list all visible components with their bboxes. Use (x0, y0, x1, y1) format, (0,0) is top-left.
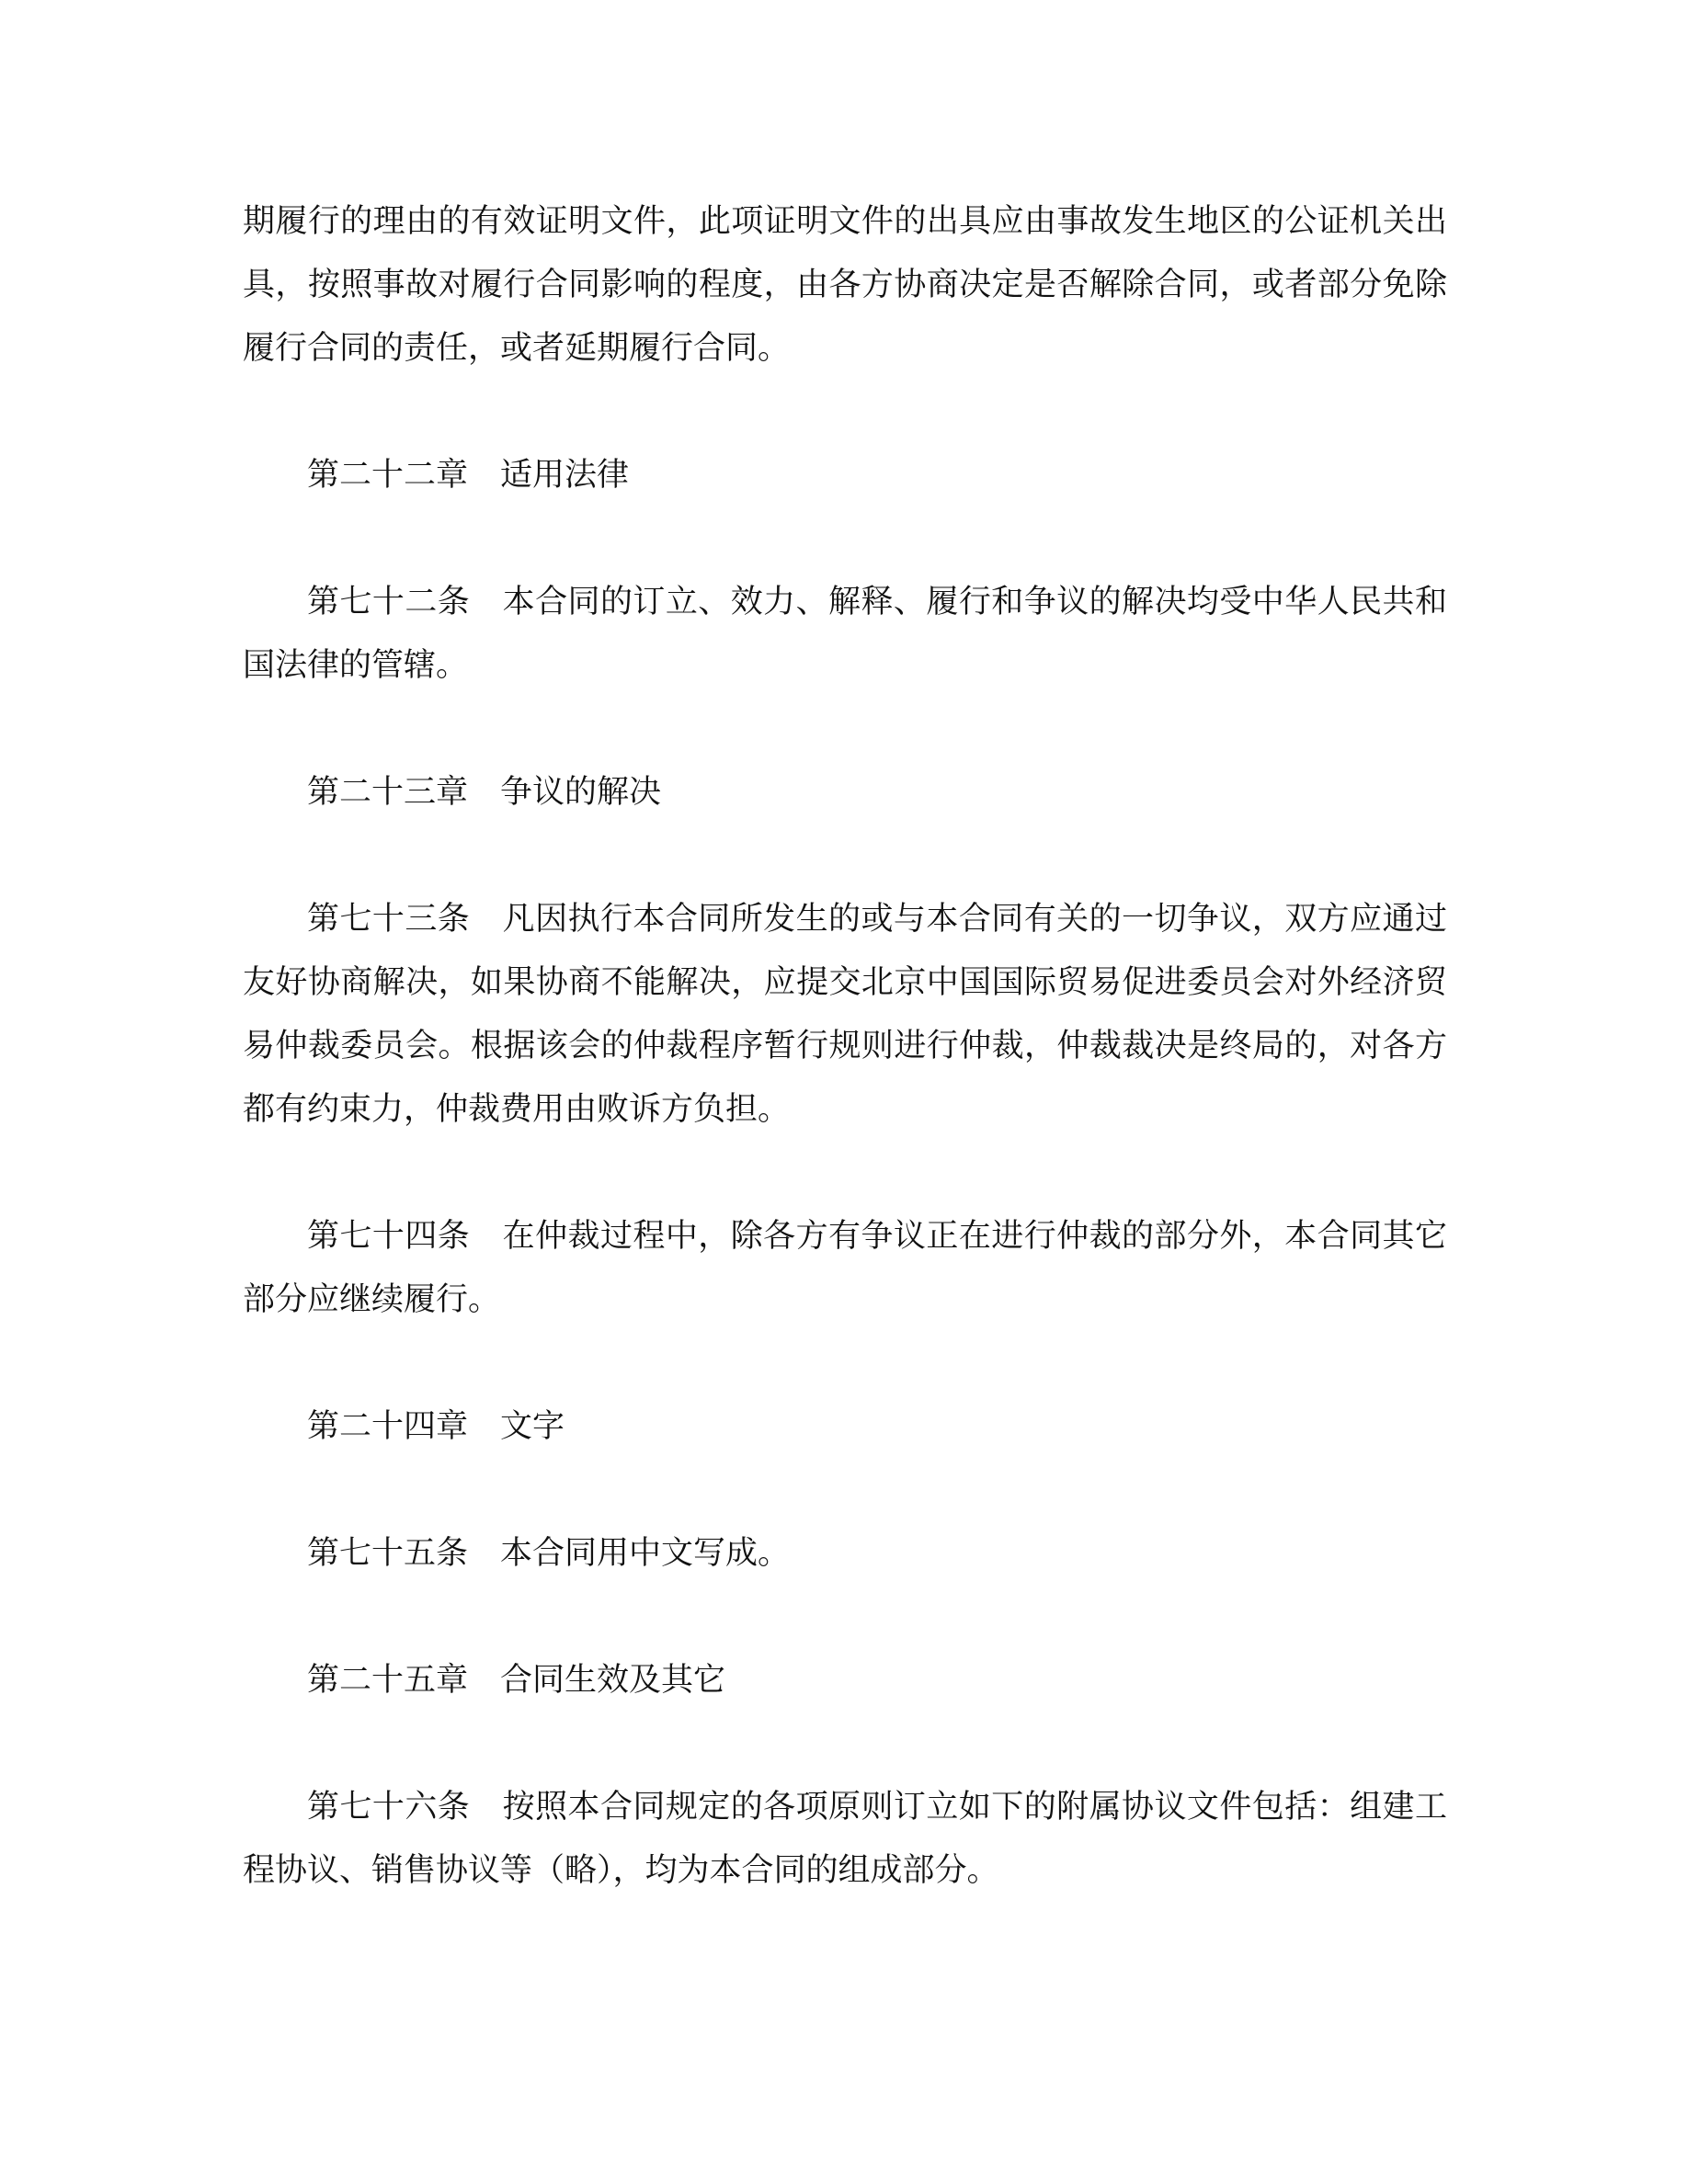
paragraph-force-majeure-continuation: 期履行的理由的有效证明文件，此项证明文件的出具应由事故发生地区的公证机关出具，按照事故对履行合同影响的程度，由各方协商决定是否解除合同，或者部分免除履行合同的责任，或者延期履行合同。 (243, 203, 1447, 367)
document-body (243, 190, 1447, 1903)
article-73: 第七十三条 凡因执行本合同所发生的或与本合同有关的一切争议，双方应通过友好协商解决，如果协商不能解决，应提交北京中国国际贸易促进委员会对外经济贸易仲裁委员会。根据该会的仲裁程序暂行规则进行仲裁，仲裁裁决是终局的，对各方都有约束力，仲裁费用由败诉方负担。 (243, 901, 1447, 1128)
paragraph-spacer (243, 825, 1447, 888)
chapter-heading-22: 第二十二章 适用法律 (307, 457, 630, 494)
paragraph-spacer (243, 1332, 1447, 1395)
article-72: 第七十二条 本合同的订立、效力、解释、履行和争议的解决均受中华人民共和国法律的管辖。 (243, 584, 1447, 684)
paragraph-spacer (243, 1586, 1447, 1649)
chapter-heading-24: 第二十四章 文字 (307, 1408, 565, 1445)
paragraph-spacer (243, 1712, 1447, 1776)
article-75: 第七十五条 本合同用中文写成。 (307, 1535, 791, 1572)
paragraph-spacer (243, 698, 1447, 761)
paragraph-spacer (243, 507, 1447, 571)
paragraph-spacer (243, 381, 1447, 444)
chapter-heading-23: 第二十三章 争议的解决 (307, 774, 662, 811)
paragraph-spacer (243, 1142, 1447, 1205)
article-74: 第七十四条 在仲裁过程中，除各方有争议正在进行仲裁的部分外，本合同其它部分应继续履行。 (243, 1218, 1447, 1318)
article-76: 第七十六条 按照本合同规定的各项原则订立如下的附属协议文件包括：组建工程协议、销售协议等（略），均为本合同的组成部分。 (243, 1789, 1447, 1889)
paragraph-spacer (243, 1459, 1447, 1522)
chapter-heading-25: 第二十五章 合同生效及其它 (307, 1662, 726, 1699)
